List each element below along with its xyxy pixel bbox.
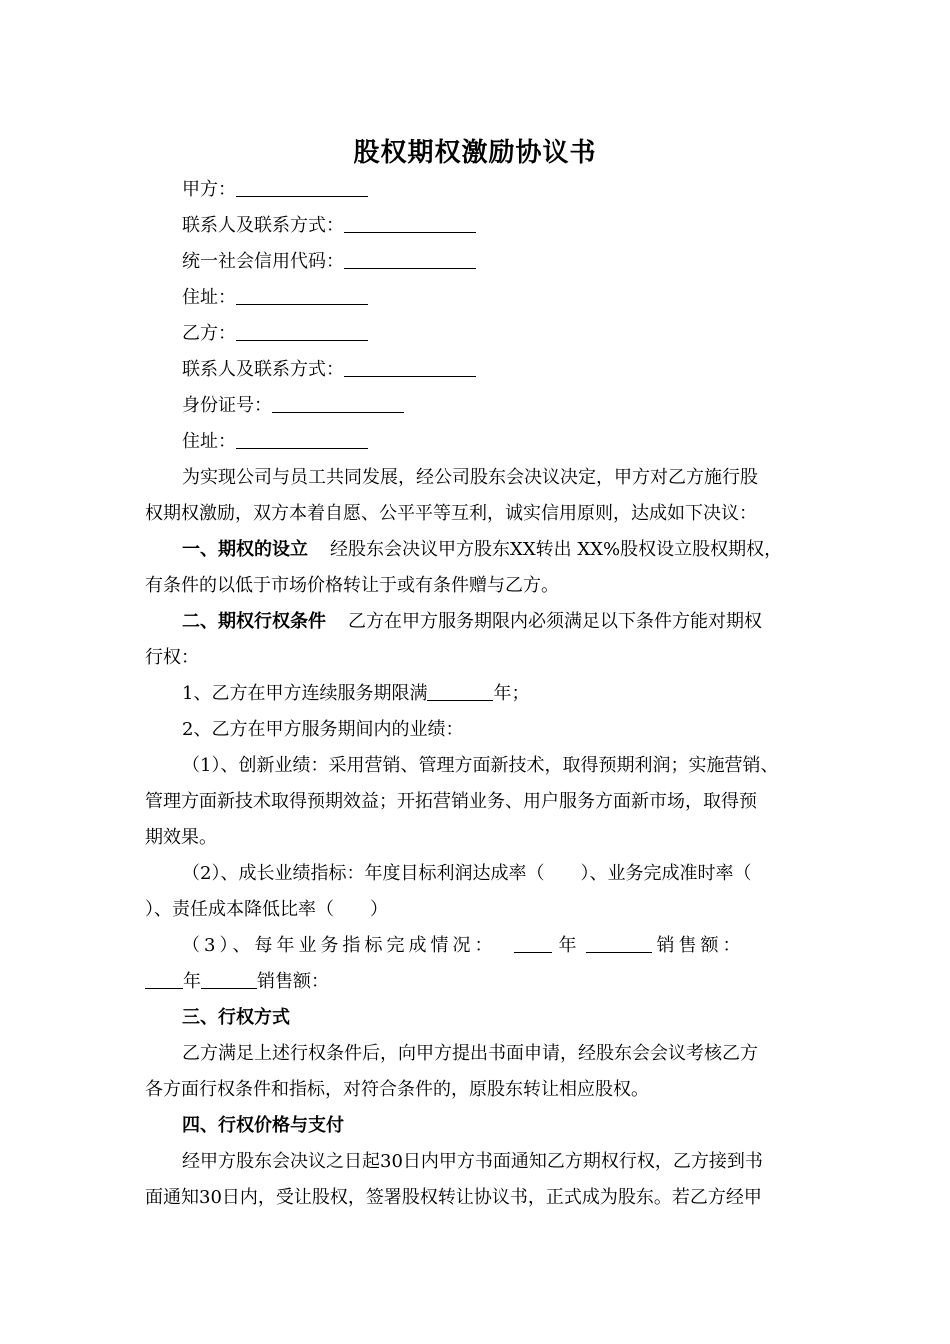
party-b-contact-blank[interactable] xyxy=(344,360,476,377)
section-2-item-1-pre: 1、乙方在甲方连续服务期限满 xyxy=(182,683,428,704)
document-title: 股权期权激励协议书 xyxy=(353,138,597,168)
sub-3-sales-blank-1[interactable] xyxy=(586,936,652,953)
party-b-name-blank[interactable] xyxy=(236,324,368,341)
section-4-heading: 四、行权价格与支付 xyxy=(182,1115,344,1136)
section-2-text-2: 行权： xyxy=(145,647,199,668)
sub-3-year-blank-2[interactable] xyxy=(145,972,183,989)
party-a-contact-blank[interactable] xyxy=(344,216,476,233)
intro-line-1: 为实现公司与员工共同发展，经公司股东会决议决定，甲方对乙方施行股 xyxy=(182,467,758,488)
party-a-contact-line xyxy=(182,214,842,238)
section-2-sub-3-line-1 xyxy=(182,934,802,958)
party-b-address-line xyxy=(182,430,842,454)
section-1-line-1 xyxy=(182,538,842,562)
party-b-contact-line xyxy=(182,358,842,382)
party-b-address-label: 住址： xyxy=(182,431,236,452)
party-a-address-line xyxy=(182,286,842,310)
section-1-text-1: 经股东会决议甲方股东XX转出 XX%股权设立股权期权， xyxy=(330,539,783,560)
section-4-line-2: 面通知30日内，受让股权，签署股权转让协议书，正式成为股东。若乙方经甲 xyxy=(145,1187,762,1208)
party-a-name-line xyxy=(182,178,842,202)
sub-3-year-blank-1[interactable] xyxy=(514,936,552,953)
party-a-credit-code-label: 统一社会信用代码： xyxy=(182,251,344,272)
service-years-blank[interactable] xyxy=(427,684,493,701)
party-a-address-blank[interactable] xyxy=(236,288,368,305)
party-b-id-label: 身份证号： xyxy=(182,395,272,416)
party-a-contact-label: 联系人及联系方式： xyxy=(182,215,344,236)
party-a-name-label: 甲方： xyxy=(182,179,236,200)
section-2-text-1: 乙方在甲方服务期限内必须满足以下条件方能对期权 xyxy=(348,611,762,632)
section-2-heading: 二、期权行权条件 xyxy=(182,611,326,632)
section-2-sub-2-line-2: ）、责任成本降低比率（ ） xyxy=(145,899,388,920)
sub-3-year-label-2: 年 xyxy=(183,971,201,992)
party-a-credit-code-blank[interactable] xyxy=(344,252,476,269)
party-b-id-blank[interactable] xyxy=(272,396,404,413)
section-2-item-2: 2、乙方在甲方服务期间内的业绩： xyxy=(182,719,464,740)
section-1-text-2: 有条件的以低于市场价格转让于或有条件赠与乙方。 xyxy=(145,575,559,596)
party-a-address-label: 住址： xyxy=(182,287,236,308)
party-b-contact-label: 联系人及联系方式： xyxy=(182,359,344,380)
section-1-heading: 一、期权的设立 xyxy=(182,539,308,560)
section-2-item-1 xyxy=(182,682,842,706)
section-2-line-1 xyxy=(182,610,842,634)
section-2-sub-3-label: （3）、每年业务指标完成情况： xyxy=(182,935,497,956)
section-3-line-2: 各方面行权条件和指标，对符合条件的，原股东转让相应股权。 xyxy=(145,1079,649,1100)
section-4-line-1: 经甲方股东会决议之日起30日内甲方书面通知乙方期权行权，乙方接到书 xyxy=(182,1151,763,1172)
section-2-sub-3-line-2 xyxy=(145,970,805,994)
sub-3-year-label-1: 年 xyxy=(558,935,581,956)
sub-3-sales-blank-2[interactable] xyxy=(201,972,257,989)
party-a-name-blank[interactable] xyxy=(236,180,368,197)
section-3-line-1: 乙方满足上述行权条件后，向甲方提出书面申请，经股东会会议考核乙方 xyxy=(182,1043,758,1064)
section-2-sub-2-line-1: （2）、成长业绩指标：年度目标利润达成率（ ）、业务完成准时率（ xyxy=(182,863,752,884)
party-b-address-blank[interactable] xyxy=(236,432,368,449)
party-b-name-line xyxy=(182,322,842,346)
section-2-sub-1-line-1: （1）、创新业绩：采用营销、管理方面新技术，取得预期利润；实施营销、 xyxy=(182,755,779,776)
party-b-name-label: 乙方： xyxy=(182,323,236,344)
sub-3-sales-label-1: 销售额： xyxy=(656,935,745,956)
section-2-sub-1-line-2: 管理方面新技术取得预期效益；开拓营销业务、用户服务方面新市场，取得预 xyxy=(145,791,757,812)
intro-line-2: 权期权激励，双方本着自愿、公平平等互利，诚实信用原则，达成如下决议： xyxy=(145,503,757,524)
section-2-sub-1-line-3: 期效果。 xyxy=(145,827,217,848)
party-b-id-line xyxy=(182,394,842,418)
section-3-heading: 三、行权方式 xyxy=(182,1007,290,1028)
party-a-credit-code-line xyxy=(182,250,842,274)
sub-3-sales-label-2: 销售额： xyxy=(257,971,329,992)
section-2-item-1-post: 年； xyxy=(493,683,530,704)
